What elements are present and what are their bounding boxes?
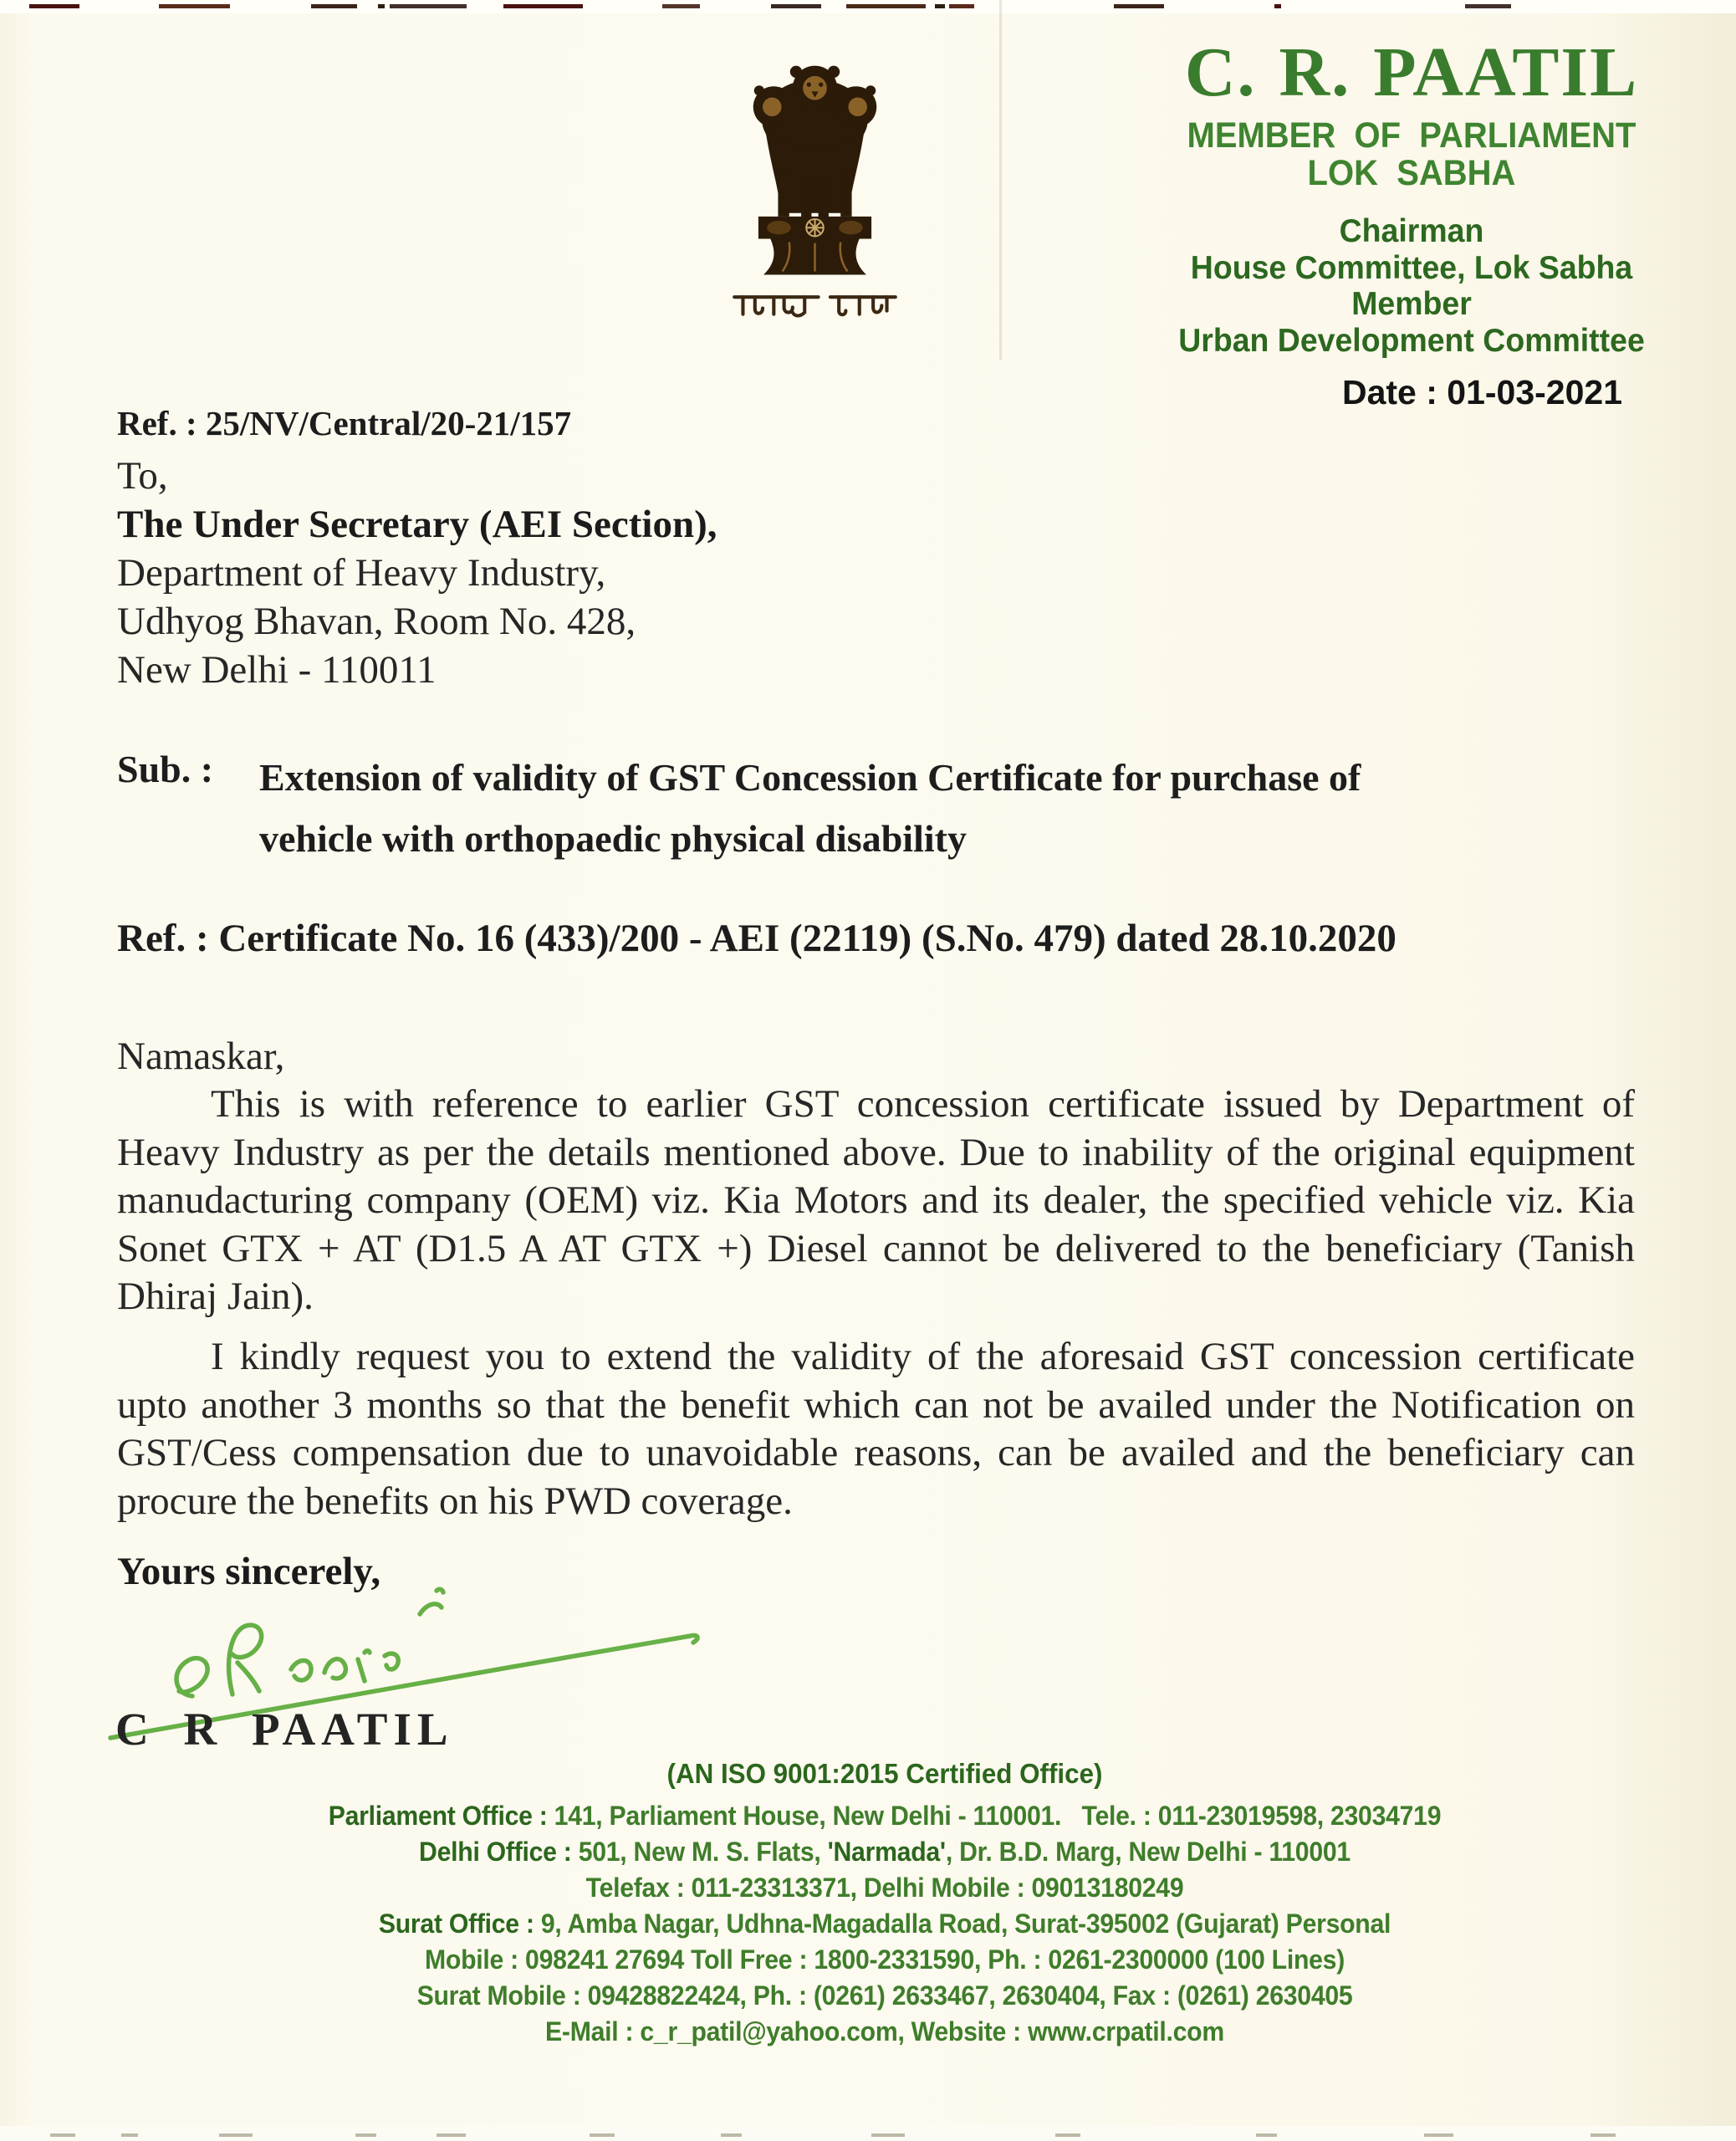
footer-telefax: Telefax : 011-23313371, Delhi Mobile : 09013180249 xyxy=(585,1873,1184,1903)
subject-text-line2: vehicle with orthopaedic physical disability xyxy=(259,817,967,860)
letterhead-block xyxy=(1162,33,1661,412)
scan-dash xyxy=(935,4,945,8)
ashoka-lion-capital-icon xyxy=(729,43,901,326)
subject-label: Sub. : xyxy=(117,748,214,790)
scan-dash xyxy=(219,2133,253,2137)
scan-dash xyxy=(846,4,926,8)
footer-parliament-office xyxy=(169,1798,1600,1834)
recipient-address1: Udhyog Bhavan, Room No. 428, xyxy=(117,600,636,643)
recipient-address2: New Delhi - 110011 xyxy=(117,648,437,692)
scan-dash xyxy=(1256,2133,1277,2137)
scan-dash xyxy=(50,2133,75,2137)
footer-surat-mobile: Surat Mobile : 09428822424, Ph. : (0261) 2633467, 2630404, Fax : (0261) 2630405 xyxy=(416,1980,1353,2011)
scan-dash xyxy=(1055,2133,1080,2137)
footer-surat-office xyxy=(169,1906,1600,1942)
recipient-name: The Under Secretary (AEI Section), xyxy=(117,503,717,546)
mp-role-line2: LOK SABHA xyxy=(1307,153,1516,194)
footer-label: Delhi Office : xyxy=(419,1837,572,1867)
footer-delhi-office xyxy=(169,1834,1600,1870)
subject-text xyxy=(259,747,1647,869)
subject-text-line1: Extension of validity of GST Concession Certificate for purchase of xyxy=(259,756,1361,799)
scan-dash xyxy=(949,4,974,8)
mp-positions xyxy=(1162,213,1661,360)
letter-date: Date : 01-03-2021 xyxy=(1341,372,1622,411)
position1-body: House Committee, Lok Sabha xyxy=(1190,249,1633,286)
national-emblem xyxy=(729,43,901,330)
footer-text: , Dr. B.D. Marg, New Delhi - 110001 xyxy=(945,1837,1351,1867)
recipient-department: Department of Heavy Industry, xyxy=(117,551,606,595)
closing: Yours sincerely, xyxy=(117,1550,381,1593)
scan-dash xyxy=(390,4,467,8)
scan-dash xyxy=(1274,4,1281,8)
scan-dash xyxy=(355,2133,376,2137)
scan-dash xyxy=(437,2133,466,2137)
subject-line xyxy=(117,747,1647,869)
scan-artifact-bottom-edge xyxy=(0,2126,1736,2141)
footer-label: Parliament Office : xyxy=(328,1801,548,1831)
scan-dash xyxy=(1465,4,1511,8)
mp-role-line1: MEMBER OF PARLIAMENT xyxy=(1187,115,1636,156)
iso-certification: (AN ISO 9001:2015 Certified Office) xyxy=(666,1758,1103,1789)
scan-crease xyxy=(999,0,1002,360)
recipient-address xyxy=(117,452,717,694)
scan-dash xyxy=(1114,4,1164,8)
body-paragraph-1: This is with reference to earlier GST concession certificate issued by Department of Heavy Industry as per the details mentioned above. Due to inability of the original equipment manudacturing company (OEM) viz. Kia Motors and its dealer, the specified vehicle viz. Kia Sonet GTX + AT (D1.5 A AT GTX +) Diesel cannot be delivered to the beneficiary (Tanish Dhiraj Jain). xyxy=(117,1082,1635,1318)
position2-body: Urban Development Committee xyxy=(1178,322,1645,359)
scan-dash xyxy=(662,4,700,8)
scan-dash xyxy=(1424,2133,1453,2137)
scan-dash xyxy=(771,4,821,8)
body-paragraph-2: I kindly request you to extend the validity of the aforesaid GST concession certificate upto another 3 months so that the benefit which can not be availed under the Notification on GST/Cess compensation due to unavoidable reasons, can be availed and the beneficiary can procure the benefits on his PWD coverage. xyxy=(117,1335,1635,1523)
satyameva-jayate-motto xyxy=(734,297,896,315)
mp-name: C. R. PAATIL xyxy=(1184,33,1639,111)
greeting: Namaskar, xyxy=(117,1035,285,1078)
scan-dash xyxy=(503,4,583,8)
salutation: To, xyxy=(117,454,168,498)
reference-number: Ref. : 25/NV/Central/20-21/157 xyxy=(117,404,572,442)
certificate-reference: Ref. : Certificate No. 16 (433)/200 - AEI (22119) (S.No. 479) dated 28.10.2020 xyxy=(117,917,1396,960)
scan-dash xyxy=(721,2133,742,2137)
scan-dash xyxy=(159,4,230,8)
scan-dash xyxy=(378,4,385,8)
scan-dash xyxy=(590,2133,615,2137)
scan-dash xyxy=(311,4,357,8)
scan-dash xyxy=(121,2133,138,2137)
scan-dash xyxy=(1590,2133,1616,2137)
footer-text: 141, Parliament House, New Delhi - 110001. Tele. : 011-23019598, 23034719 xyxy=(547,1801,1442,1831)
footer-mobile: Mobile : 098241 27694 Toll Free : 1800-2331590, Ph. : 0261-2300000 (100 Lines) xyxy=(424,1944,1345,1975)
footer-label: Surat Office : xyxy=(378,1909,534,1939)
scan-artifact-top-edge xyxy=(0,0,1736,13)
signatory-name: C R PAATIL xyxy=(115,1704,454,1755)
footer-text: 501, New M. S. Flats, xyxy=(571,1837,828,1867)
footer-email-website: E-Mail : c_r_patil@yahoo.com, Website : www.crpatil.com xyxy=(545,2016,1224,2046)
scan-dash xyxy=(871,2133,905,2137)
footer-highlight: 'Narmada' xyxy=(827,1837,946,1867)
footer-text: 9, Amba Nagar, Udhna-Magadalla Road, Surat-395002 (Gujarat) Personal xyxy=(534,1909,1391,1939)
position1-title: Chairman xyxy=(1339,212,1484,249)
footer-contact-block xyxy=(115,1758,1654,2050)
position2-title: Member xyxy=(1351,286,1472,323)
scan-dash xyxy=(29,4,79,8)
